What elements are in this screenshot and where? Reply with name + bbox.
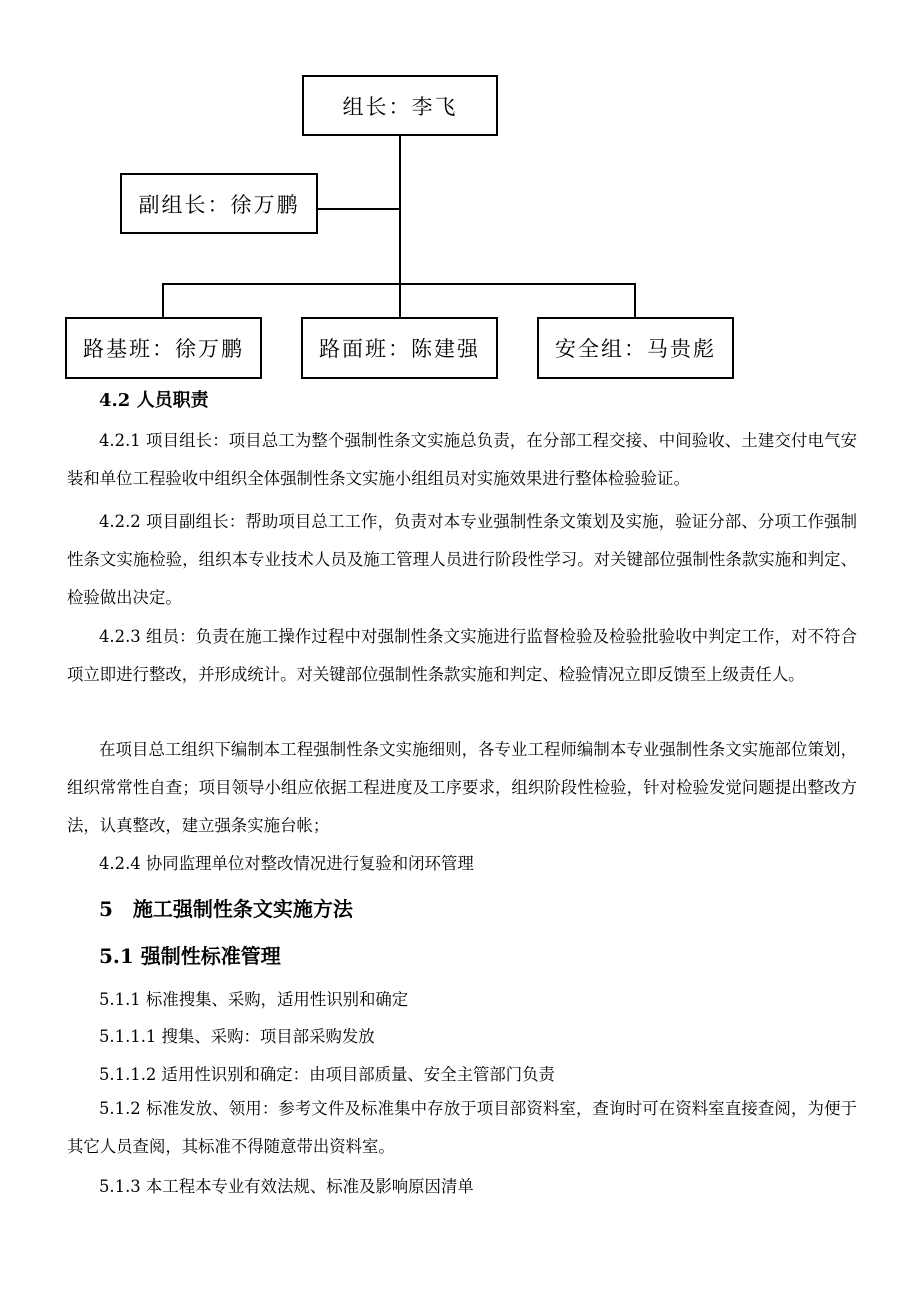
paragraph-4-2-4: 4.2.4 协同监理单位对整改情况进行复验和闭环管理 [99, 854, 474, 873]
paragraph-5-1-2-text: 5.1.2 标准发放、领用：参考文件及标准集中存放于项目部资料室，查询时可在资料室直接查阅，为便于其它人员查阅，其标准不得随意带出资料室。 [67, 1099, 857, 1156]
leader-box: 组长：李飞 [302, 75, 498, 136]
paragraph-5-1-2 [67, 1090, 857, 1166]
section-title-4-2: 4.2 人员职责 [99, 390, 209, 411]
section-title-5: 5 施工强制性条文实施方法 [99, 897, 353, 921]
org-chart [0, 0, 920, 380]
paragraph-general-text: 在项目总工组织下编制本工程强制性条文实施细则，各专业工程师编制本专业强制性条文实施部位策划，组织常常性自查；项目领导小组应依据工程进度及工序要求，组织阶段性检验，针对检验发觉问题提出整改方法，认真整改，建立强条实施台帐； [67, 740, 857, 835]
paragraph-5-1-3: 5.1.3 本工程本专业有效法规、标准及影响原因清单 [99, 1177, 474, 1196]
team-box-roadbed: 路基班：徐万鹏 [65, 317, 262, 379]
paragraph-4-2-3 [67, 618, 857, 694]
paragraph-5-1-1: 5.1.1 标准搜集、采购，适用性识别和确定 [99, 990, 409, 1009]
paragraph-4-2-1 [67, 422, 857, 498]
paragraph-4-2-2-text: 4.2.2 项目副组长：帮助项目总工工作，负责对本专业强制性条文策划及实施，验证分部、分项工作强制性条文实施检验，组织本专业技术人员及施工管理人员进行阶段性学习。对关键部位强制性条款实施和判定、检验做出决定。 [67, 512, 857, 607]
deputy-box: 副组长：徐万鹏 [120, 173, 318, 234]
paragraph-5-1-1-2: 5.1.1.2 适用性识别和确定：由项目部质量、安全主管部门负责 [99, 1065, 555, 1084]
paragraph-4-2-2 [67, 503, 857, 616]
team-box-safety: 安全组：马贵彪 [537, 317, 734, 379]
connector-team-2 [399, 283, 401, 319]
connector-team-3 [634, 283, 636, 319]
section-title-5-1: 5.1 强制性标准管理 [99, 944, 281, 968]
paragraph-5-1-1-1: 5.1.1.1 搜集、采购：项目部采购发放 [99, 1027, 375, 1046]
paragraph-general [67, 731, 857, 844]
connector-deputy [316, 208, 401, 210]
paragraph-4-2-1-text: 4.2.1 项目组长：项目总工为整个强制性条文实施总负责，在分部工程交接、中间验收、土建交付电气安装和单位工程验收中组织全体强制性条文实施小组组员对实施效果进行整体检验验证。 [67, 431, 857, 488]
team-box-pavement: 路面班：陈建强 [301, 317, 498, 379]
connector-team-1 [162, 283, 164, 319]
paragraph-4-2-3-text: 4.2.3 组员：负责在施工操作过程中对强制性条文实施进行监督检验及检验批验收中判定工作，对不符合项立即进行整改，并形成统计。对关键部位强制性条款实施和判定、检验情况立即反馈至上级责任人。 [67, 627, 857, 684]
